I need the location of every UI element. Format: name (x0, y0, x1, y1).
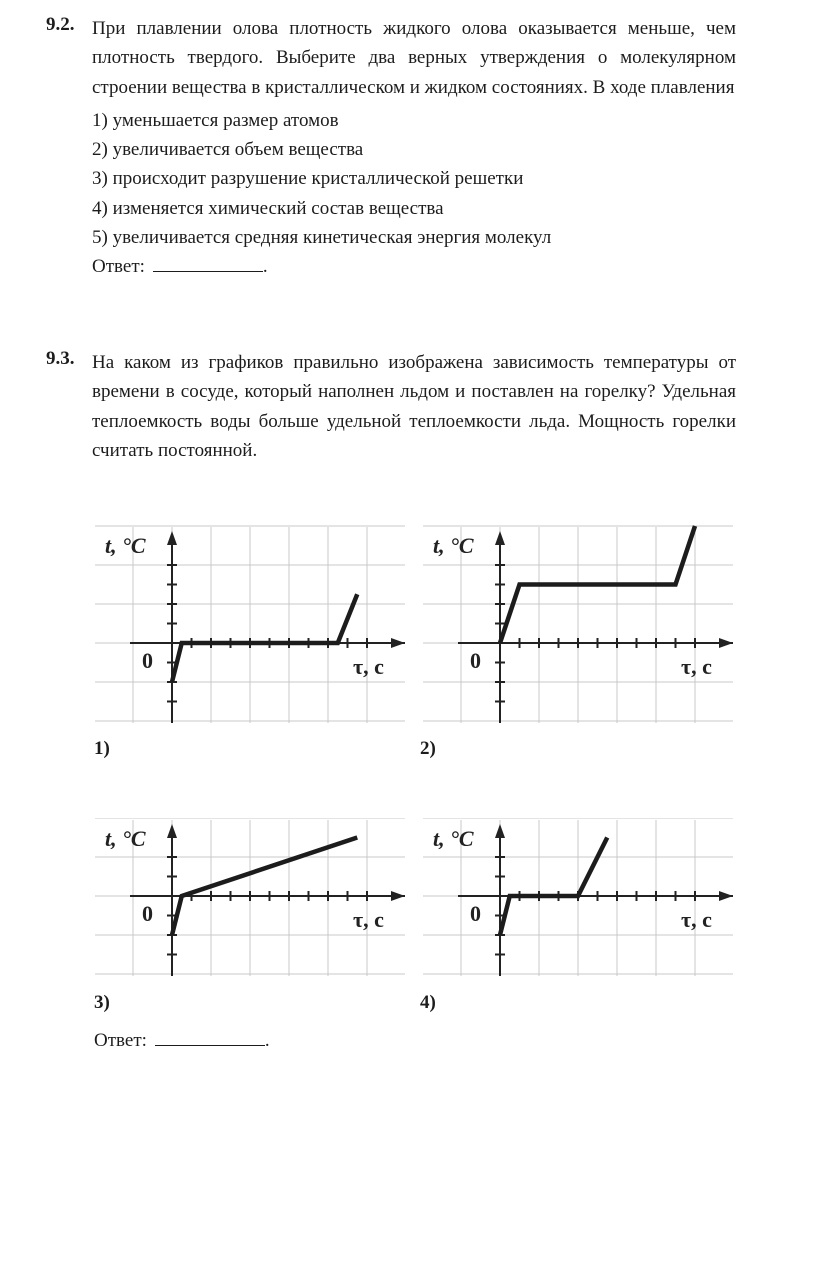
y-axis-arrow (495, 531, 505, 545)
question-text: На каком из графиков правильно изображена зависимость температуры от времени в сосуде, который наполнен льдом и поставлен на горелку? Удельная теплоемкость воды больше удельной теплоемкости льда. Мощность горелки считать постоянной. (92, 352, 736, 461)
x-axis-label: τ, с (681, 907, 712, 932)
origin-label: 0 (470, 901, 481, 926)
y-axis-label: t, °C (433, 826, 474, 851)
x-axis-label: τ, с (681, 654, 712, 679)
question-text: При плавлении олова плотность жидкого олова оказывается меньше, чем плотность твердого. Выберите два верных утверждения о молекулярном строении вещества в кристаллическом и жидком состояниях. В ходе плавления (92, 18, 736, 98)
graph-label-3: 3) (94, 992, 110, 1013)
x-axis-label: τ, с (353, 907, 384, 932)
question-number: 9.3. (46, 348, 75, 369)
data-line (500, 526, 695, 643)
answer-line (92, 252, 736, 281)
option-item: 5) увеличивается средняя кинетическая энергия молекул (92, 227, 552, 249)
y-axis-label: t, °C (433, 533, 474, 558)
answer-label: Ответ: (92, 256, 145, 278)
answer-label: Ответ: (94, 1030, 147, 1051)
graph-label-2: 2) (420, 738, 436, 759)
answer-blank[interactable] (153, 253, 263, 272)
answer-end: . (262, 256, 268, 278)
y-axis-label: t, °C (105, 533, 146, 558)
option-item: 4) изменяется химический состав вещества (92, 197, 444, 219)
data-line (500, 838, 607, 936)
x-axis-label: τ, с (353, 654, 384, 679)
question-9-3 (46, 348, 736, 465)
y-axis-arrow (495, 824, 505, 838)
y-axis-arrow (167, 824, 177, 838)
graph-1 (95, 525, 415, 725)
data-line (172, 594, 357, 682)
graph-3 (95, 818, 415, 978)
x-axis-arrow (719, 638, 733, 648)
graph-svg (95, 818, 415, 978)
question-9-2 (46, 14, 736, 282)
graph-svg (423, 818, 743, 978)
origin-label: 0 (142, 648, 153, 673)
graph-4 (423, 818, 743, 978)
answer-end: . (264, 1030, 270, 1051)
origin-label: 0 (142, 901, 153, 926)
option-item: 2) увеличивается объем вещества (92, 139, 364, 161)
options-list (92, 106, 736, 252)
data-line (172, 838, 357, 936)
x-axis-arrow (719, 891, 733, 901)
option-item: 1) уменьшается размер атомов (92, 109, 339, 131)
answer-line-9-3 (94, 1026, 270, 1055)
x-axis-arrow (391, 638, 405, 648)
graph-svg (423, 525, 743, 725)
origin-label: 0 (470, 648, 481, 673)
x-axis-arrow (391, 891, 405, 901)
graph-label-4: 4) (420, 992, 436, 1013)
answer-blank[interactable] (155, 1027, 265, 1046)
graph-label-1: 1) (94, 738, 110, 759)
option-item: 3) происходит разрушение кристаллической решетки (92, 168, 524, 190)
graph-svg (95, 525, 415, 725)
y-axis-arrow (167, 531, 177, 545)
question-number: 9.2. (46, 14, 75, 35)
y-axis-label: t, °C (105, 826, 146, 851)
graph-2 (423, 525, 743, 725)
